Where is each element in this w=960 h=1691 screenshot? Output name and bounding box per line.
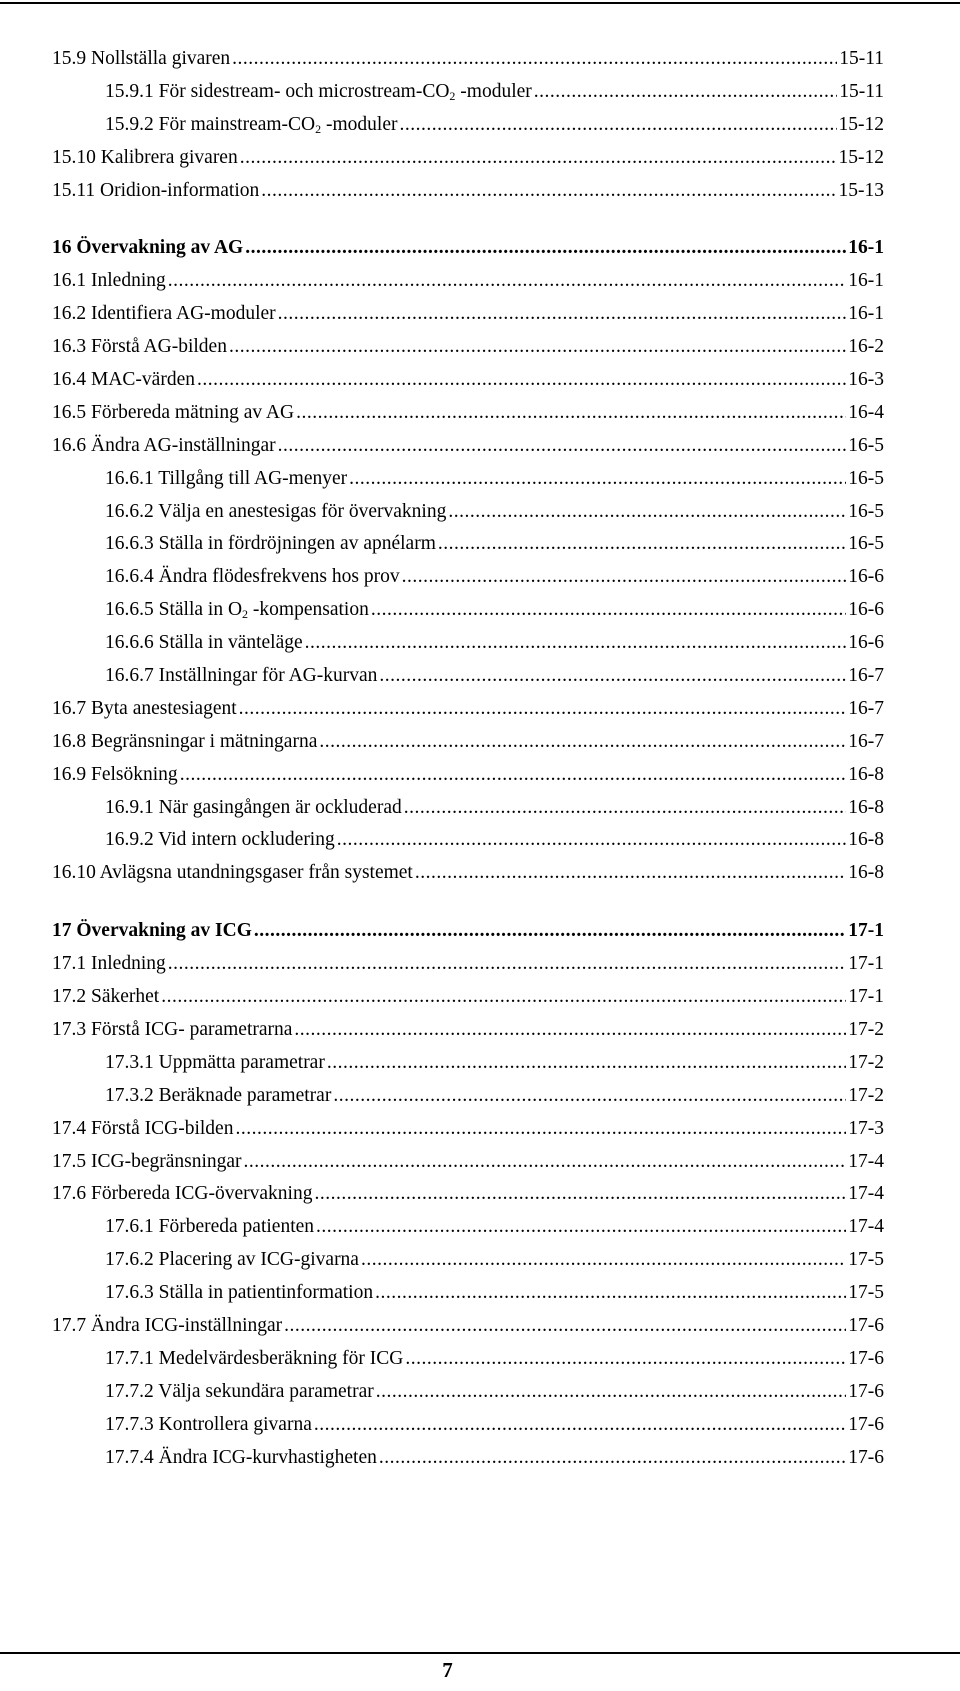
- toc-entry-title: 16.6.2 Välja en anestesigas för övervakning: [105, 500, 447, 522]
- toc-page-number: 16-3: [848, 369, 884, 391]
- dot-leader: [448, 496, 846, 529]
- dot-leader: [294, 1014, 846, 1047]
- toc-entry-title: 17.7.3 Kontrollera givarna: [105, 1413, 312, 1435]
- dot-leader: [254, 915, 846, 948]
- toc-page-number: 17-2: [848, 1051, 884, 1073]
- toc-entry-title: 17.7 Ändra ICG-inställningar: [52, 1314, 283, 1336]
- toc-entry[interactable]: [52, 331, 884, 364]
- toc-page-number: 17-4: [848, 1183, 884, 1205]
- toc-entry-title: 16.6.7 Inställningar för AG-kurvan: [105, 665, 378, 687]
- toc-page-number: 17-2: [848, 1084, 884, 1106]
- dot-leader: [379, 1442, 846, 1475]
- toc-page-number: 15-12: [838, 113, 884, 135]
- dot-leader: [314, 1409, 846, 1442]
- toc-entry-title: 17.7.2 Välja sekundära parametrar: [105, 1380, 374, 1402]
- dot-leader: [333, 1080, 846, 1113]
- toc-entry-title-text: 15.9.2 För mainstream-CO: [105, 113, 316, 135]
- dot-leader: [180, 759, 847, 792]
- toc-entry-title: 16.9.1 När gasingången är ockluderad: [105, 796, 402, 818]
- toc-entry[interactable]: [52, 430, 884, 463]
- toc-chapter-entry[interactable]: [52, 915, 884, 948]
- toc-entry-title: 16.1 Inledning: [52, 270, 166, 292]
- table-of-contents: [52, 43, 884, 1474]
- dot-leader: [337, 824, 847, 857]
- dot-leader: [235, 1113, 846, 1146]
- toc-entry[interactable]: [52, 1244, 884, 1277]
- toc-entry-title: [105, 109, 398, 142]
- toc-entry-title: 16.10 Avlägsna utandningsgaser från systemet: [52, 862, 413, 884]
- toc-entry-title: 17.6.3 Ställa in patientinformation: [105, 1282, 374, 1304]
- toc-entry-title: 17.7.1 Medelvärdesberäkning för ICG: [105, 1347, 404, 1369]
- toc-entry[interactable]: [52, 528, 884, 561]
- toc-entry[interactable]: [52, 463, 884, 496]
- toc-entry-title-suffix: -moduler: [321, 113, 398, 135]
- toc-entry-title: 16.5 Förbereda mätning av AG: [52, 401, 295, 423]
- toc-page-number: 15-11: [839, 48, 884, 69]
- toc-entry-title: 16.6.4 Ändra flödesfrekvens hos prov: [105, 566, 400, 588]
- toc-page-number: 16-7: [848, 697, 884, 719]
- toc-entry[interactable]: [52, 364, 884, 397]
- toc-page-number: 17-1: [848, 986, 884, 1008]
- toc-page-number: 16-7: [848, 730, 884, 752]
- dot-leader: [168, 265, 847, 298]
- toc-page-number: 16-8: [848, 862, 884, 884]
- dot-leader: [534, 76, 837, 109]
- toc-entry[interactable]: [52, 726, 884, 759]
- toc-entry-title: [105, 594, 369, 627]
- toc-entry-title: 17.1 Inledning: [52, 953, 166, 975]
- toc-entry[interactable]: [52, 175, 884, 208]
- toc-entry[interactable]: [52, 298, 884, 331]
- toc-page-number: 16-6: [848, 566, 884, 588]
- toc-entry-title: 16.6.1 Tillgång till AG-menyer: [105, 467, 348, 489]
- toc-entry[interactable]: [52, 1376, 884, 1409]
- toc-entry-title: 16.6 Ändra AG-inställningar: [52, 434, 276, 456]
- dot-leader: [296, 397, 846, 430]
- toc-page-number: 16-1: [848, 237, 884, 259]
- toc-entry[interactable]: [52, 1277, 884, 1310]
- toc-entry-title: 16.8 Begränsningar i mätningarna: [52, 730, 318, 752]
- toc-entry-subscript: 2: [315, 121, 322, 136]
- toc-page-number: 15-13: [838, 179, 884, 201]
- top-rule: [0, 2, 960, 4]
- dot-leader: [314, 1178, 846, 1211]
- toc-entry-title: 16.9 Felsökning: [52, 763, 178, 785]
- toc-page-number: 17-6: [848, 1380, 884, 1402]
- toc-entry[interactable]: [52, 1343, 884, 1376]
- toc-entry[interactable]: [52, 496, 884, 529]
- toc-entry-title: 17.6.2 Placering av ICG-givarna: [105, 1249, 359, 1271]
- toc-entry[interactable]: [52, 1014, 884, 1047]
- dot-leader: [239, 693, 847, 726]
- toc-entry[interactable]: [52, 759, 884, 792]
- toc-entry[interactable]: [52, 76, 884, 109]
- dot-leader: [284, 1310, 846, 1343]
- toc-page-number: 16-6: [848, 599, 884, 621]
- toc-page-number: 16-8: [848, 796, 884, 818]
- toc-entry[interactable]: [52, 660, 884, 693]
- toc-entry-subscript: 2: [242, 607, 249, 622]
- toc-page-number: 17-2: [848, 1018, 884, 1040]
- dot-leader: [244, 1146, 847, 1179]
- toc-entry[interactable]: [52, 43, 884, 76]
- toc-entry-title: 16.6.3 Ställa in fördröjningen av apnélarm: [105, 533, 436, 555]
- toc-page-number: 16-4: [848, 401, 884, 423]
- dot-leader: [376, 1376, 847, 1409]
- toc-entry[interactable]: [52, 1409, 884, 1442]
- toc-page-number: 16-1: [848, 303, 884, 325]
- dot-leader: [405, 1343, 846, 1376]
- toc-entry[interactable]: [52, 1211, 884, 1244]
- dot-leader: [168, 948, 847, 981]
- dot-leader: [402, 561, 847, 594]
- page-number: 7: [442, 1658, 453, 1682]
- toc-entry-title: 17.4 Förstå ICG-bilden: [52, 1117, 234, 1139]
- dot-leader: [327, 1047, 846, 1080]
- dot-leader: [229, 331, 846, 364]
- toc-entry-title-text: 15.9.1 För sidestream- och microstream-CO: [105, 80, 450, 102]
- toc-page-number: 16-5: [848, 434, 884, 456]
- toc-entry[interactable]: [52, 109, 884, 142]
- toc-entry-title-text: 16.6.5 Ställa in O: [105, 599, 243, 621]
- toc-page-number: 16-5: [848, 467, 884, 489]
- dot-leader: [438, 528, 846, 561]
- dot-leader: [245, 232, 846, 265]
- toc-entry[interactable]: [52, 1047, 884, 1080]
- toc-entry-title: 15.9 Nollställa givaren: [52, 48, 231, 69]
- toc-entry-title: 15.10 Kalibrera givaren: [52, 146, 238, 168]
- toc-page-number: 15-11: [839, 80, 884, 102]
- dot-leader: [400, 109, 837, 142]
- dot-leader: [278, 298, 847, 331]
- dot-leader: [261, 175, 836, 208]
- toc-entry[interactable]: [52, 1080, 884, 1113]
- dot-leader: [349, 463, 846, 496]
- toc-page-number: 17-1: [848, 953, 884, 975]
- dot-leader: [415, 857, 846, 890]
- toc-entry-title-suffix: -kompensation: [248, 599, 369, 621]
- toc-entry-title: 17.3 Förstå ICG- parametrarna: [52, 1018, 293, 1040]
- dot-leader: [404, 792, 847, 825]
- toc-entry[interactable]: [52, 265, 884, 298]
- toc-page-number: 16-5: [848, 500, 884, 522]
- toc-entry-title: 16.6.6 Ställa in vänteläge: [105, 632, 303, 654]
- toc-page-number: 16-2: [848, 336, 884, 358]
- toc-page-number: 16-7: [848, 665, 884, 687]
- toc-entry[interactable]: [52, 824, 884, 857]
- toc-entry-title: 17.5 ICG-begränsningar: [52, 1150, 242, 1172]
- toc-entry[interactable]: [52, 627, 884, 660]
- toc-entry-title: 17.7.4 Ändra ICG-kurvhastigheten: [105, 1446, 377, 1468]
- toc-entry-title: 16.3 Förstå AG-bilden: [52, 336, 227, 358]
- toc-entry-title: 17.3.2 Beräknade parametrar: [105, 1084, 332, 1106]
- toc-page-number: 16-6: [848, 632, 884, 654]
- toc-entry-title: 16.9.2 Vid intern ockludering: [105, 829, 335, 851]
- toc-entry-title: 16 Övervakning av AG: [52, 237, 244, 259]
- toc-entry-subscript: 2: [449, 88, 456, 103]
- toc-entry[interactable]: [52, 1146, 884, 1179]
- toc-entry[interactable]: [52, 561, 884, 594]
- toc-entry[interactable]: [52, 857, 884, 890]
- toc-entry-title: 16.4 MAC-värden: [52, 369, 195, 391]
- toc-entry[interactable]: [52, 1113, 884, 1146]
- toc-page-number: 17-6: [848, 1413, 884, 1435]
- toc-page-number: 17-4: [848, 1150, 884, 1172]
- toc-entry[interactable]: [52, 948, 884, 981]
- toc-entry[interactable]: [52, 693, 884, 726]
- toc-entry[interactable]: [52, 792, 884, 825]
- toc-entry-title: 17.6.1 Förbereda patienten: [105, 1216, 315, 1238]
- toc-entry[interactable]: [52, 594, 884, 627]
- dot-leader: [197, 364, 846, 397]
- toc-page-number: 17-5: [848, 1249, 884, 1271]
- toc-page-number: 17-6: [848, 1347, 884, 1369]
- toc-entry-title-suffix: -moduler: [455, 80, 532, 102]
- toc-page-number: 16-5: [848, 533, 884, 555]
- toc-entry[interactable]: [52, 1442, 884, 1475]
- dot-leader: [361, 1244, 846, 1277]
- toc-entry-title: 17.6 Förbereda ICG-övervakning: [52, 1183, 313, 1205]
- dot-leader: [319, 726, 846, 759]
- dot-leader: [371, 594, 846, 627]
- dot-leader: [316, 1211, 846, 1244]
- toc-entry-title: 17.3.1 Uppmätta parametrar: [105, 1051, 325, 1073]
- toc-page-number: 17-4: [848, 1216, 884, 1238]
- toc-chapter-entry[interactable]: [52, 232, 884, 265]
- dot-leader: [379, 660, 846, 693]
- toc-entry[interactable]: [52, 1178, 884, 1211]
- dot-leader: [375, 1277, 846, 1310]
- toc-page-number: 17-3: [848, 1117, 884, 1139]
- toc-page-number: 16-8: [848, 829, 884, 851]
- toc-page-number: 17-6: [848, 1314, 884, 1336]
- toc-page-number: 17-5: [848, 1282, 884, 1304]
- dot-leader: [161, 981, 846, 1014]
- toc-entry[interactable]: [52, 1310, 884, 1343]
- dot-leader: [305, 627, 847, 660]
- toc-entry-title: 16.2 Identifiera AG-moduler: [52, 303, 276, 325]
- toc-entry-title: [105, 76, 532, 109]
- bottom-rule: [0, 1652, 960, 1654]
- toc-entry[interactable]: [52, 142, 884, 175]
- dot-leader: [240, 142, 837, 175]
- toc-entry-title: 17 Övervakning av ICG: [52, 920, 252, 942]
- toc-entry[interactable]: [52, 397, 884, 430]
- toc-page-number: 16-8: [848, 763, 884, 785]
- toc-page-number: 17-6: [848, 1446, 884, 1468]
- toc-page-number: 16-1: [848, 270, 884, 292]
- toc-page-number: 15-12: [838, 146, 884, 168]
- toc-entry-title: 16.7 Byta anestesiagent: [52, 697, 237, 719]
- toc-entry-title: 17.2 Säkerhet: [52, 986, 160, 1008]
- dot-leader: [232, 43, 837, 76]
- toc-entry[interactable]: [52, 981, 884, 1014]
- dot-leader: [278, 430, 847, 463]
- toc-page-number: 17-1: [848, 920, 884, 942]
- toc-entry-title: 15.11 Oridion-information: [52, 179, 260, 201]
